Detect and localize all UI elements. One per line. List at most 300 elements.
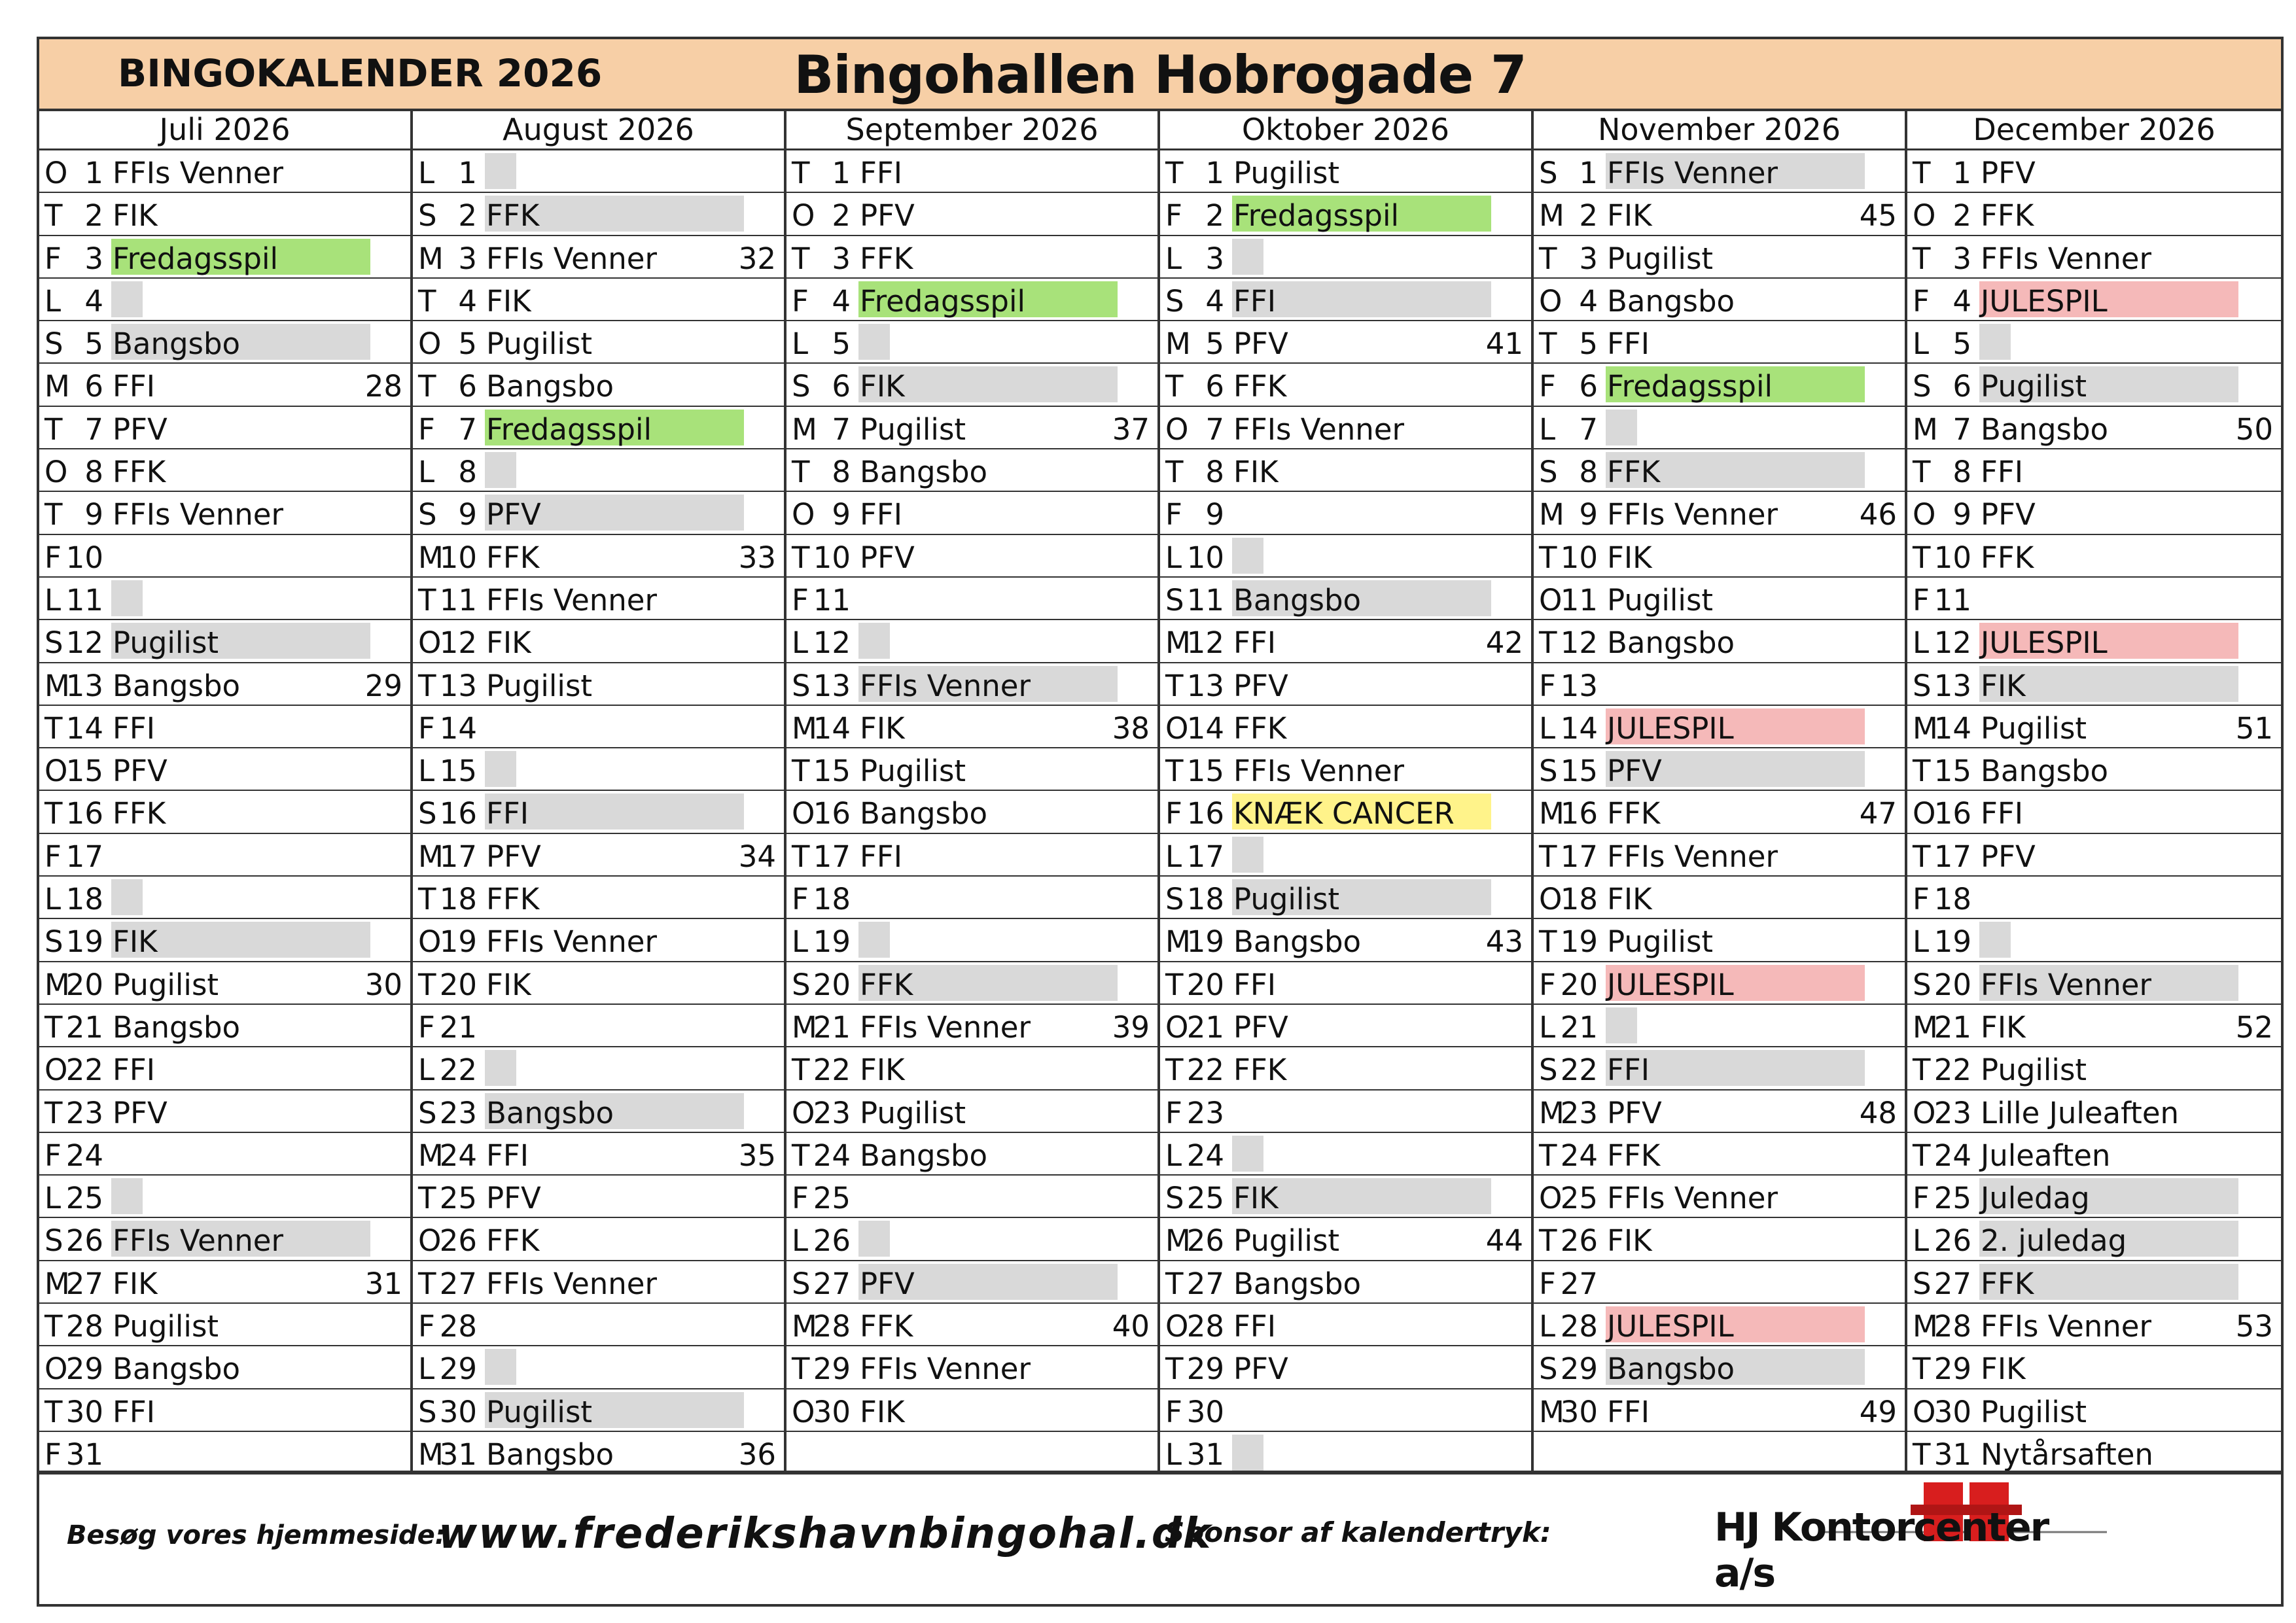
day-row [413,1346,784,1389]
weekday-letter: T [418,283,436,319]
weekday-letter: S [1165,582,1184,618]
weekday-letter: M [1539,1394,1564,1429]
weekday-letter: T [1913,1352,1931,1387]
day-highlight [111,879,143,915]
day-row [786,321,1157,364]
day-number: 24 [1934,1138,1971,1173]
weekday-letter: T [1913,455,1931,490]
day-row [39,321,410,364]
day-number: 7 [84,411,103,447]
day-row [413,1091,784,1133]
event-name: Bangsbo [113,326,241,362]
day-number: 23 [813,1095,851,1130]
weekday-letter: O [418,326,442,362]
day-number: 3 [1952,241,1971,276]
day-number: 18 [1186,882,1224,917]
event-name: Pugilist [860,411,966,447]
day-row [1160,1091,1531,1133]
event-name: FFK [860,967,913,1002]
day-row [1907,877,2281,919]
day-highlight [1232,538,1263,574]
event-name: Bangsbo [1981,754,2109,789]
weekday-letter: T [792,1352,810,1387]
day-row [413,1261,784,1304]
month-column [1160,109,1534,1475]
day-row [1907,706,2281,748]
weekday-letter: M [1913,411,1938,447]
day-row [1907,449,2281,492]
event-name: Pugilist [1233,1223,1340,1259]
day-row [1534,1261,1905,1304]
event-name: FFK [1233,1053,1287,1088]
weekday-letter: O [792,796,815,831]
day-number: 1 [84,156,103,190]
day-row [1907,407,2281,449]
event-name: FFK [1981,540,2034,575]
day-row [1907,364,2281,406]
day-number: 19 [65,924,103,960]
day-row [413,1304,784,1346]
day-row [413,791,784,833]
event-name: FFI [1607,1394,1650,1429]
event-name: Pugilist [1233,882,1340,917]
day-number: 19 [1560,924,1598,960]
weekday-letter: T [418,582,436,618]
day-number: 1 [1205,156,1224,190]
day-highlight [858,922,890,958]
day-number: 9 [832,497,851,532]
day-number: 27 [65,1266,103,1301]
weekday-letter: F [1165,198,1182,234]
weekday-letter: S [1539,1053,1558,1088]
day-row [1907,150,2281,193]
weekday-letter: L [1913,924,1930,960]
day-row [39,150,410,193]
event-name: PFV [1981,156,2036,190]
day-row [786,1133,1157,1176]
day-row [413,321,784,364]
day-highlight [111,1178,143,1214]
weekday-letter: M [1539,1095,1564,1130]
weekday-letter: T [1539,839,1557,874]
day-number: 5 [832,326,851,362]
event-name: Bangsbo [1233,582,1362,618]
day-highlight [858,1221,890,1257]
event-name: Fredagsspil [860,283,1025,319]
day-row [1534,1133,1905,1176]
day-highlight [1232,837,1263,873]
weekday-letter: T [792,455,810,490]
event-name: FFK [486,540,540,575]
day-number: 27 [813,1266,851,1301]
weekday-letter: O [1913,1394,1936,1429]
day-row [786,1261,1157,1304]
day-row [413,279,784,321]
event-name: Bangsbo [486,1095,614,1130]
week-number: 34 [738,839,776,874]
event-name: Fredagsspil [113,241,278,276]
day-row [1907,236,2281,279]
day-row [786,706,1157,748]
event-name: PFV [1607,1095,1662,1130]
month-header: September 2026 [786,109,1157,150]
weekday-letter: F [418,411,435,447]
day-number: 15 [1934,754,1971,789]
day-row [1534,492,1905,534]
event-name: Lille Juleaften [1981,1095,2180,1130]
day-number: 21 [1186,1009,1224,1045]
weekday-letter: L [792,625,809,661]
day-row [39,492,410,534]
day-row [786,492,1157,534]
weekday-letter: F [1913,1181,1930,1216]
day-number: 19 [1934,924,1971,960]
day-row [1534,962,1905,1005]
day-number: 26 [1934,1223,1971,1259]
day-row [1534,706,1905,748]
day-number: 23 [1186,1095,1224,1130]
event-name: Bangsbo [860,1138,988,1173]
weekday-letter: T [418,668,436,703]
day-number: 25 [1560,1181,1598,1216]
weekday-letter: M [1165,625,1191,661]
weekday-letter: M [418,839,444,874]
weekday-letter: O [418,1223,442,1259]
day-number: 2 [458,198,477,234]
footer [39,1471,2281,1604]
week-number: 53 [2235,1309,2273,1344]
day-row [1534,364,1905,406]
day-number: 30 [1560,1394,1598,1429]
day-number: 21 [1560,1009,1598,1045]
day-row [786,1176,1157,1218]
day-row [1160,1304,1531,1346]
weekday-letter: S [44,1223,63,1259]
day-number: 14 [1186,710,1224,746]
day-number: 15 [1186,754,1224,789]
weekday-letter: T [792,1053,810,1088]
day-number: 29 [1934,1352,1971,1387]
weekday-letter: S [792,1266,811,1301]
day-row [1534,578,1905,620]
day-number: 31 [1934,1437,1971,1472]
week-number: 41 [1485,326,1523,362]
day-highlight [858,324,890,360]
day-row [1160,1432,1531,1475]
day-number: 8 [1952,455,1971,490]
weekday-letter: O [792,198,815,234]
day-number: 17 [439,839,477,874]
day-number: 14 [813,710,851,746]
weekday-letter: S [1913,1266,1932,1301]
event-name: FIK [1233,1181,1279,1216]
week-number: 37 [1112,411,1150,447]
venue-title: Bingohallen Hobrogade 7 [794,44,1527,105]
weekday-letter: O [1165,710,1189,746]
day-number: 18 [1560,882,1598,917]
weekday-letter: O [1539,283,1563,319]
day-number: 30 [65,1394,103,1429]
day-number: 16 [1186,796,1224,831]
week-number: 47 [1859,796,1897,831]
weekday-letter: O [792,1095,815,1130]
day-row [1907,1432,2281,1475]
day-number: 9 [84,497,103,532]
weekday-letter: T [44,198,63,234]
day-number: 14 [65,710,103,746]
weekday-letter: T [44,1009,63,1045]
weekday-letter: M [1539,796,1564,831]
month-header: Oktober 2026 [1160,109,1531,150]
weekday-letter: T [1539,1223,1557,1259]
weekday-letter: T [1913,156,1931,190]
day-row [413,449,784,492]
day-number: 24 [1186,1138,1224,1173]
day-row [786,449,1157,492]
day-number: 8 [84,455,103,490]
event-name: FFI [1233,283,1277,319]
event-name: FFK [113,455,166,490]
day-number: 16 [439,796,477,831]
day-number: 2 [1579,198,1598,234]
event-name: FFI [113,369,156,404]
day-row [39,962,410,1005]
weekday-letter: O [792,497,815,532]
weekday-letter: F [1539,668,1556,703]
day-number: 13 [1560,668,1598,703]
day-number: 11 [1934,582,1971,618]
weekday-letter: S [1913,967,1932,1002]
event-name: FIK [486,967,531,1002]
day-highlight [1606,1007,1637,1043]
day-number: 20 [1560,967,1598,1002]
weekday-letter: L [1165,540,1182,575]
weekday-letter: M [1913,1009,1938,1045]
day-row [786,919,1157,962]
day-row [1534,834,1905,877]
day-row [1160,791,1531,833]
event-name: FFK [1981,1266,2034,1301]
day-number: 22 [1934,1053,1971,1088]
event-name: Juleaften [1981,1138,2111,1173]
day-row [786,578,1157,620]
day-row [1534,1218,1905,1261]
day-row [786,877,1157,919]
weekday-letter: F [418,1009,435,1045]
day-number: 31 [65,1437,103,1472]
day-number: 18 [439,882,477,917]
weekday-letter: M [792,1309,817,1344]
day-row [786,620,1157,663]
day-number: 9 [1205,497,1224,532]
week-number: 51 [2235,710,2273,746]
day-highlight [485,751,516,787]
weekday-letter: M [792,1009,817,1045]
week-number: 31 [364,1266,402,1301]
weekday-letter: T [44,1095,63,1130]
day-row [786,748,1157,791]
weekday-letter: O [44,455,68,490]
weekday-letter: S [418,796,437,831]
event-name: Bangsbo [1607,625,1735,661]
day-row [1907,578,2281,620]
weekday-letter: O [44,156,68,190]
sponsor-logo [1714,1478,2107,1596]
day-row [1160,1346,1531,1389]
event-name: PFV [1233,1009,1288,1045]
weekday-letter: M [418,241,444,276]
event-name: JULESPIL [1981,625,2108,661]
weekday-letter: S [44,326,63,362]
day-row [1907,1091,2281,1133]
day-row [786,236,1157,279]
event-name: FIK [1607,1223,1652,1259]
weekday-letter: T [418,1181,436,1216]
weekday-letter: O [44,1053,68,1088]
day-row [1534,279,1905,321]
day-number: 31 [1186,1437,1224,1472]
day-number: 4 [458,283,477,319]
day-row [413,492,784,534]
day-row [1160,193,1531,236]
day-number: 28 [439,1309,477,1344]
event-name: FFIs Venner [486,241,657,276]
weekday-letter: M [1913,710,1938,746]
event-name: Pugilist [1607,241,1714,276]
day-row [413,1218,784,1261]
event-name: Pugilist [1607,924,1714,960]
day-number: 28 [1934,1309,1971,1344]
month-column [1534,109,1907,1475]
day-row [39,1133,410,1176]
day-number: 25 [65,1181,103,1216]
weekday-letter: S [792,967,811,1002]
day-row [39,1091,410,1133]
day-number: 17 [65,839,103,874]
day-number: 11 [1186,582,1224,618]
day-number: 5 [458,326,477,362]
day-number: 17 [1934,839,1971,874]
day-number: 21 [1934,1009,1971,1045]
day-number: 11 [439,582,477,618]
weekday-letter: O [44,754,68,789]
weekday-letter: F [792,582,809,618]
day-row [1160,1133,1531,1176]
weekday-letter: F [1165,1394,1182,1429]
day-row [413,1389,784,1432]
event-name: Pugilist [486,326,593,362]
event-name: FFIs Venner [860,1009,1031,1045]
day-row [1907,535,2281,578]
day-row [1907,620,2281,663]
event-name: Bangsbo [486,369,614,404]
weekday-letter: T [792,839,810,874]
day-number: 28 [1560,1309,1598,1344]
day-row [1534,1005,1905,1047]
day-number: 22 [1560,1053,1598,1088]
day-highlight [111,281,143,317]
weekday-letter: F [1539,967,1556,1002]
day-row [1160,279,1531,321]
event-name: Bangsbo [113,1009,241,1045]
day-number: 2 [1952,198,1971,234]
event-name: Pugilist [113,625,219,661]
day-row [1160,748,1531,791]
sponsor-name: HJ Kontorcenter a/s [1714,1505,2049,1596]
event-name: FIK [1233,455,1279,490]
day-row [39,877,410,919]
weekday-letter: L [792,326,809,362]
day-row [1907,492,2281,534]
day-row [39,364,410,406]
event-name: FFIs Venner [1981,967,2151,1002]
day-number: 10 [439,540,477,575]
day-row [786,1091,1157,1133]
day-row [1534,150,1905,193]
event-name: FIK [486,625,531,661]
event-name: FIK [1981,668,2026,703]
week-number: 28 [364,369,402,404]
event-name: Pugilist [1233,156,1340,190]
day-number: 20 [813,967,851,1002]
day-number: 3 [84,241,103,276]
day-row [786,962,1157,1005]
day-number: 12 [65,625,103,661]
day-number: 20 [1934,967,1971,1002]
weekday-letter: L [418,156,435,190]
day-number: 27 [1186,1266,1224,1301]
event-name: FFI [860,497,903,532]
week-number: 44 [1485,1223,1523,1259]
weekday-letter: O [1913,497,1936,532]
weekday-letter: F [44,241,62,276]
event-name: FFIs Venner [1607,839,1778,874]
weekday-letter: M [1539,497,1564,532]
day-number: 23 [439,1095,477,1130]
weekday-letter: S [792,668,811,703]
event-name: FFK [1233,369,1287,404]
weekday-letter: F [44,1138,62,1173]
day-row [1160,1389,1531,1432]
day-number: 12 [1934,625,1971,661]
event-name: Fredagsspil [486,411,652,447]
weekday-letter: O [1165,1309,1189,1344]
event-name: Bangsbo [1607,1352,1735,1387]
weekday-letter: T [44,497,63,532]
day-row [39,279,410,321]
day-row [1534,1176,1905,1218]
week-number: 46 [1859,497,1897,532]
day-number: 6 [1952,369,1971,404]
event-name: Bangsbo [1233,924,1362,960]
weekday-letter: M [418,1437,444,1472]
day-number: 27 [1560,1266,1598,1301]
event-name: FIK [860,1053,905,1088]
event-name: FFIs Venner [486,582,657,618]
weekday-letter: T [1913,241,1931,276]
month-header: August 2026 [413,109,784,150]
weekday-letter: L [44,582,62,618]
day-number: 1 [832,156,851,190]
day-row [786,535,1157,578]
day-row [1534,620,1905,663]
event-name: FFI [1233,1309,1277,1344]
day-row [786,791,1157,833]
month-header: December 2026 [1907,109,2281,150]
month-header: Juli 2026 [39,109,410,150]
website-link[interactable]: www.frederikshavnbingohal.dk [438,1510,1212,1558]
day-row [1534,1047,1905,1090]
